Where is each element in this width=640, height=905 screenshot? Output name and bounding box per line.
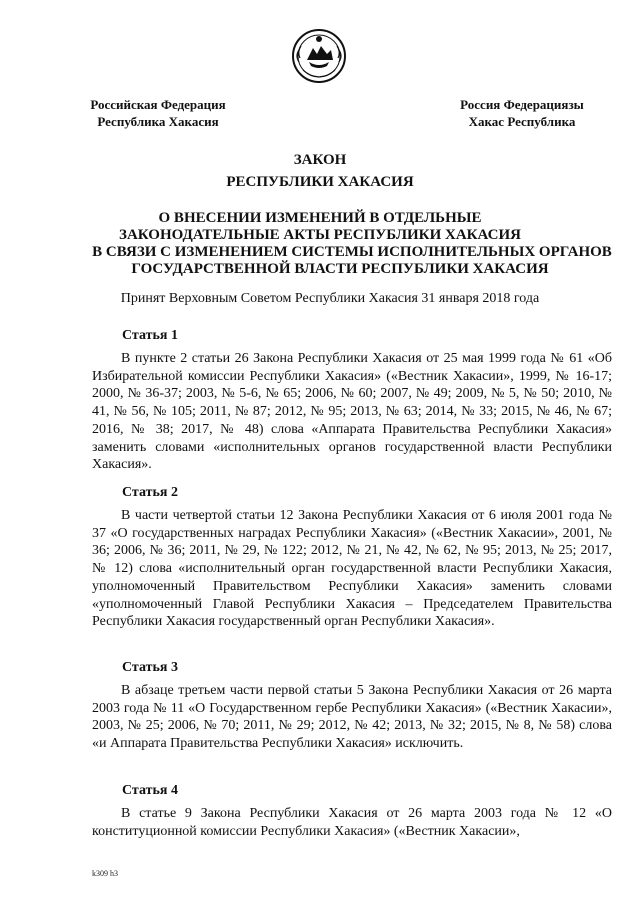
law-title-republic: РЕСПУБЛИКИ ХАКАСИЯ	[226, 174, 414, 190]
subtitle-line-2: ЗАКОНОДАТЕЛЬНЫЕ АКТЫ РЕСПУБЛИКИ ХАКАСИЯ	[119, 227, 521, 243]
header-right-country: Россия Федерациязы	[460, 97, 584, 112]
subtitle-line-4: ГОСУДАРСТВЕННОЙ ВЛАСТИ РЕСПУБЛИКИ ХАКАСИЯ	[131, 261, 549, 277]
header-left-country: Российская Федерация	[90, 97, 226, 112]
header-right	[452, 96, 592, 130]
article-1-text: В пункте 2 статьи 26 Закона Республики Хакасия от 25 мая 1999 года № 61 «Об Избирательной комиссии Республики Хакасия» («Вестник Хакасии», 1999, № 16-17; 2000, № 36-37; 2003, № 5-6, № 65; 2006, № 60; 2007, № 49; 2009, № 5, № 50; 2010, № 41, № 56, № 105; 2011, № 87; 2012, № 95; 2013, № 63; 2014, № 33; 2015, № 46, № 67; 2016, № 38; 2017, № 48) слова «Аппарата Правительства Республики Хакасия» заменить словами «исполнительных органов государственной власти Республики Хакасия».	[92, 351, 612, 473]
header-left	[80, 96, 236, 130]
article-3-heading: Статья 3	[122, 660, 178, 675]
subtitle-line-1: О ВНЕСЕНИИ ИЗМЕНЕНИЙ В ОТДЕЛЬНЫЕ	[158, 210, 482, 226]
coat-of-arms-emblem	[291, 28, 347, 84]
article-1-heading: Статья 1	[122, 328, 178, 343]
header-right-republic: Хакас Республика	[468, 114, 576, 129]
article-3-text: В абзаце третьем части первой статьи 5 Закона Республики Хакасия от 26 марта 2003 года № 11 «О Государственном гербе Республики Хакасия» («Вестник Хакасии», 2003, № 25; 2006, № 70; 2011, № 29; 2012, № 42; 2013, № 32; 2015, № 8, № 58) слова «и Аппарата Правительства Республики Хакасия» исключить.	[92, 683, 612, 752]
article-2-text: В части четвертой статьи 12 Закона Республики Хакасия от 6 июля 2001 года № 37 «О государственных наградах Республики Хакасия» («Вестник Хакасии», 2001, № 36; 2006, № 36; 2011, № 29, № 122; 2012, № 21, № 42, № 62, № 95; 2013, № 25; 2017, № 12) слова «исполнительный орган государственной власти Республики Хакасия, уполномоченный Правительством Республики Хакасия» заменить словами «уполномоченный Главой Республики Хакасия – Председателем Правительства Республики Хакасия государственный орган Республики Хакасия».	[92, 508, 612, 630]
document-code: k309 h3	[92, 869, 118, 878]
article-4-heading: Статья 4	[122, 783, 178, 798]
subtitle-line-3: В СВЯЗИ С ИЗМЕНЕНИЕМ СИСТЕМЫ ИСПОЛНИТЕЛЬНЫХ ОРГАНОВ	[92, 244, 612, 260]
adoption-date: Принят Верховным Советом Республики Хакасия 31 января 2018 года	[120, 291, 540, 306]
law-title: ЗАКОН	[293, 152, 347, 168]
article-2-heading: Статья 2	[122, 485, 178, 500]
article-4-text: В статье 9 Закона Республики Хакасия от 26 марта 2003 года № 12 «О конституционной комиссии Республики Хакасия» («Вестник Хакасии»,	[92, 806, 612, 839]
header-left-republic: Республика Хакасия	[97, 114, 219, 129]
